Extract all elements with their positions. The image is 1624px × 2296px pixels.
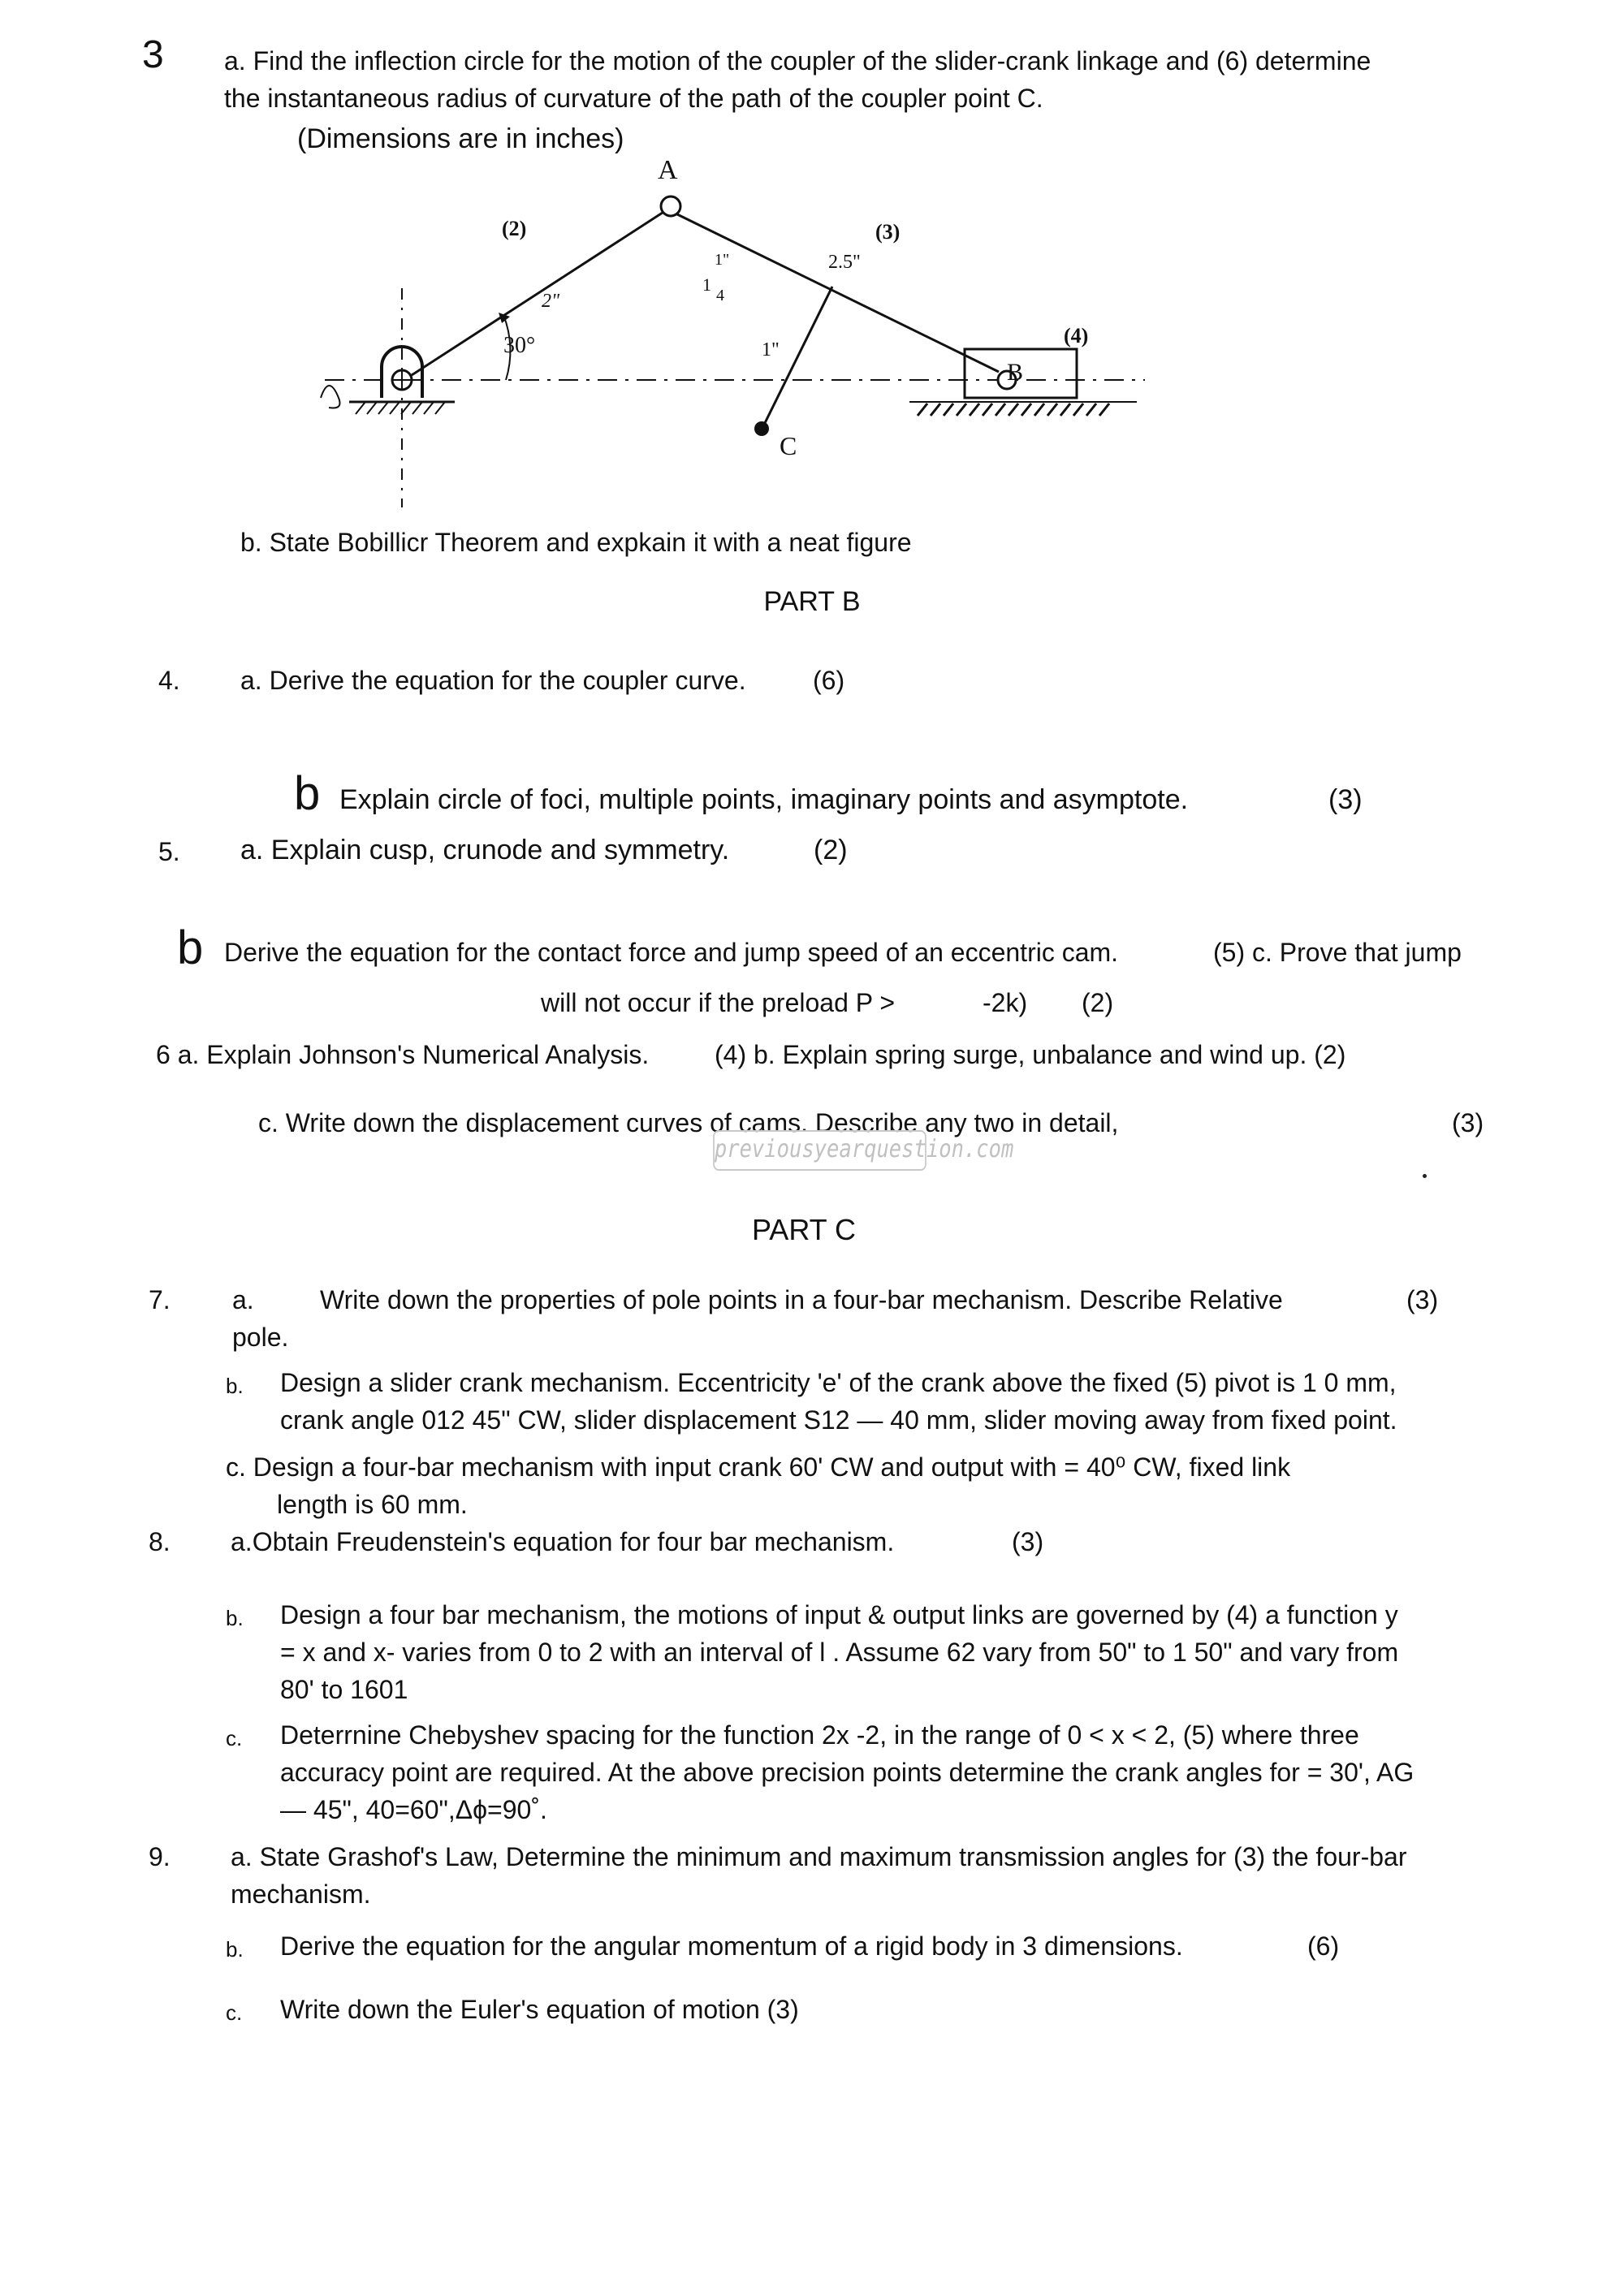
q7-b-line2: crank angle 012 45" CW, slider displacement S12 — 40 mm, slider moving away from fixed point. bbox=[280, 1405, 1397, 1435]
label-length-2: 2" bbox=[542, 291, 560, 312]
q7-b-line1: Design a slider crank mechanism. Eccentricity 'e' of the crank above the fixed (5) pivot is 1 0 mm, bbox=[280, 1368, 1397, 1397]
q4-b-letter: b bbox=[294, 767, 321, 820]
q9-a-line1: a. State Grashof's Law, Determine the minimum and maximum transmission angles for (3) the four-bar bbox=[231, 1842, 1407, 1871]
label-length-1: 1" bbox=[762, 339, 780, 360]
q7-a-line2: pole. bbox=[232, 1323, 289, 1352]
q8-b-line1: Design a four bar mechanism, the motions of input & output links are governed by (4) a function y bbox=[280, 1600, 1398, 1629]
q7-c-line2: length is 60 mm. bbox=[277, 1490, 468, 1519]
q8-b-line3: 80' to 1601 bbox=[280, 1675, 408, 1704]
label-angle-30: 30° bbox=[503, 333, 536, 358]
q9-c-letter: c. bbox=[226, 2000, 243, 2025]
q9-b-marks: (6) bbox=[1307, 1931, 1340, 1961]
q5-a-marks: (2) bbox=[814, 835, 848, 865]
label-link-2: (2) bbox=[502, 217, 527, 240]
q5-b-tail: (5) c. Prove that jump bbox=[1213, 938, 1462, 967]
q3-b: b. State Bobillicr Theorem and expkain it with a neat figure bbox=[240, 528, 912, 557]
q6-ab: 6 a. Explain Johnson's Numerical Analysis. bbox=[156, 1040, 650, 1069]
q3-a-line2: the instantaneous radius of curvature of the path of the coupler point C. bbox=[224, 84, 1043, 113]
q3-dimensions-note: (Dimensions are in inches) bbox=[297, 123, 624, 154]
label-a: A bbox=[658, 155, 678, 185]
q8-c-line3: — 45", 40=60",Δϕ=90˚. bbox=[280, 1795, 547, 1824]
q8-b-line2: = x and x- varies from 0 to 2 with an interval of l . Assume 62 vary from 50" to 1 50" and vary from bbox=[280, 1638, 1399, 1667]
label-c: C bbox=[780, 431, 797, 460]
label-link-4: (4) bbox=[1064, 324, 1089, 347]
q5-b-letter: b bbox=[177, 921, 204, 974]
q5-b: Derive the equation for the contact force and jump speed of an eccentric cam. bbox=[224, 938, 1119, 967]
q4-a: a. Derive the equation for the coupler curve. bbox=[240, 666, 746, 695]
q9-b: Derive the equation for the angular momentum of a rigid body in 3 dimensions. bbox=[280, 1931, 1183, 1961]
question-number-3: 3 bbox=[142, 33, 164, 76]
label-link-3: (3) bbox=[875, 220, 901, 244]
q8-c-letter: c. bbox=[226, 1726, 243, 1750]
q4-b: Explain circle of foci, multiple points, imaginary points and asymptote. bbox=[339, 784, 1189, 815]
q6-c-marks: (3) bbox=[1452, 1108, 1484, 1137]
q9-b-letter: b. bbox=[226, 1937, 244, 1962]
q4-b-marks: (3) bbox=[1328, 784, 1363, 815]
q5-c-marks: (2) bbox=[1082, 988, 1114, 1017]
question-number-5: 5. bbox=[158, 837, 180, 866]
q9-a-line2: mechanism. bbox=[231, 1880, 371, 1909]
q9-c: Write down the Euler's equation of motion (3) bbox=[280, 1995, 799, 2024]
q6-ab-tail: (4) b. Explain spring surge, unbalance and wind up. (2) bbox=[715, 1040, 1346, 1069]
q8-c-line1: Deterrnine Chebyshev spacing for the function 2x -2, in the range of 0 < x < 2, (5) where three bbox=[280, 1720, 1359, 1750]
part-c-heading: PART C bbox=[751, 1213, 857, 1246]
q7-a-letter: a. bbox=[232, 1285, 254, 1314]
stray-dot bbox=[1423, 1174, 1427, 1178]
q5-c-value: -2k) bbox=[983, 988, 1028, 1017]
question-number-7: 7. bbox=[149, 1285, 171, 1314]
q8-a: a.Obtain Freudenstein's equation for four bar mechanism. bbox=[231, 1527, 895, 1556]
q6-c: c. Write down the displacement curves of cams. Describe any two in detail, bbox=[258, 1108, 1119, 1137]
q3-a-line1: a. Find the inflection circle for the motion of the coupler of the slider-crank linkage and (6) determine bbox=[224, 46, 1371, 76]
q8-c-line2: accuracy point are required. At the above precision points determine the crank angles for = 30', AG bbox=[280, 1758, 1415, 1787]
slider-crank-diagram bbox=[292, 154, 1153, 511]
question-number-8: 8. bbox=[149, 1527, 171, 1556]
label-b: B bbox=[1007, 359, 1024, 386]
label-length-1-1-4-whole: 1 bbox=[702, 274, 711, 295]
q5-c-line2: will not occur if the preload P > bbox=[541, 988, 896, 1017]
label-length-1-1-4-denominator: 4 bbox=[716, 287, 724, 304]
q8-a-marks: (3) bbox=[1012, 1527, 1044, 1556]
q5-a: a. Explain cusp, crunode and symmetry. bbox=[240, 835, 730, 865]
q4-a-marks: (6) bbox=[813, 666, 845, 695]
question-number-9: 9. bbox=[149, 1842, 171, 1871]
q8-b-letter: b. bbox=[226, 1606, 244, 1630]
label-length-2-5: 2.5" bbox=[828, 252, 861, 273]
question-number-4: 4. bbox=[158, 666, 180, 695]
label-length-1-1-4-numerator: 1" bbox=[715, 251, 730, 269]
part-b-heading: PART B bbox=[763, 586, 861, 617]
q7-c-line1: c. Design a four-bar mechanism with input crank 60' CW and output with = 40⁰ CW, fixed link bbox=[226, 1452, 1291, 1482]
q7-a-marks: (3) bbox=[1406, 1285, 1439, 1314]
watermark: previousyearquestion.com bbox=[713, 1130, 926, 1171]
q7-a: Write down the properties of pole points in a four-bar mechanism. Describe Relative bbox=[320, 1285, 1283, 1314]
q7-b-letter: b. bbox=[226, 1374, 244, 1398]
